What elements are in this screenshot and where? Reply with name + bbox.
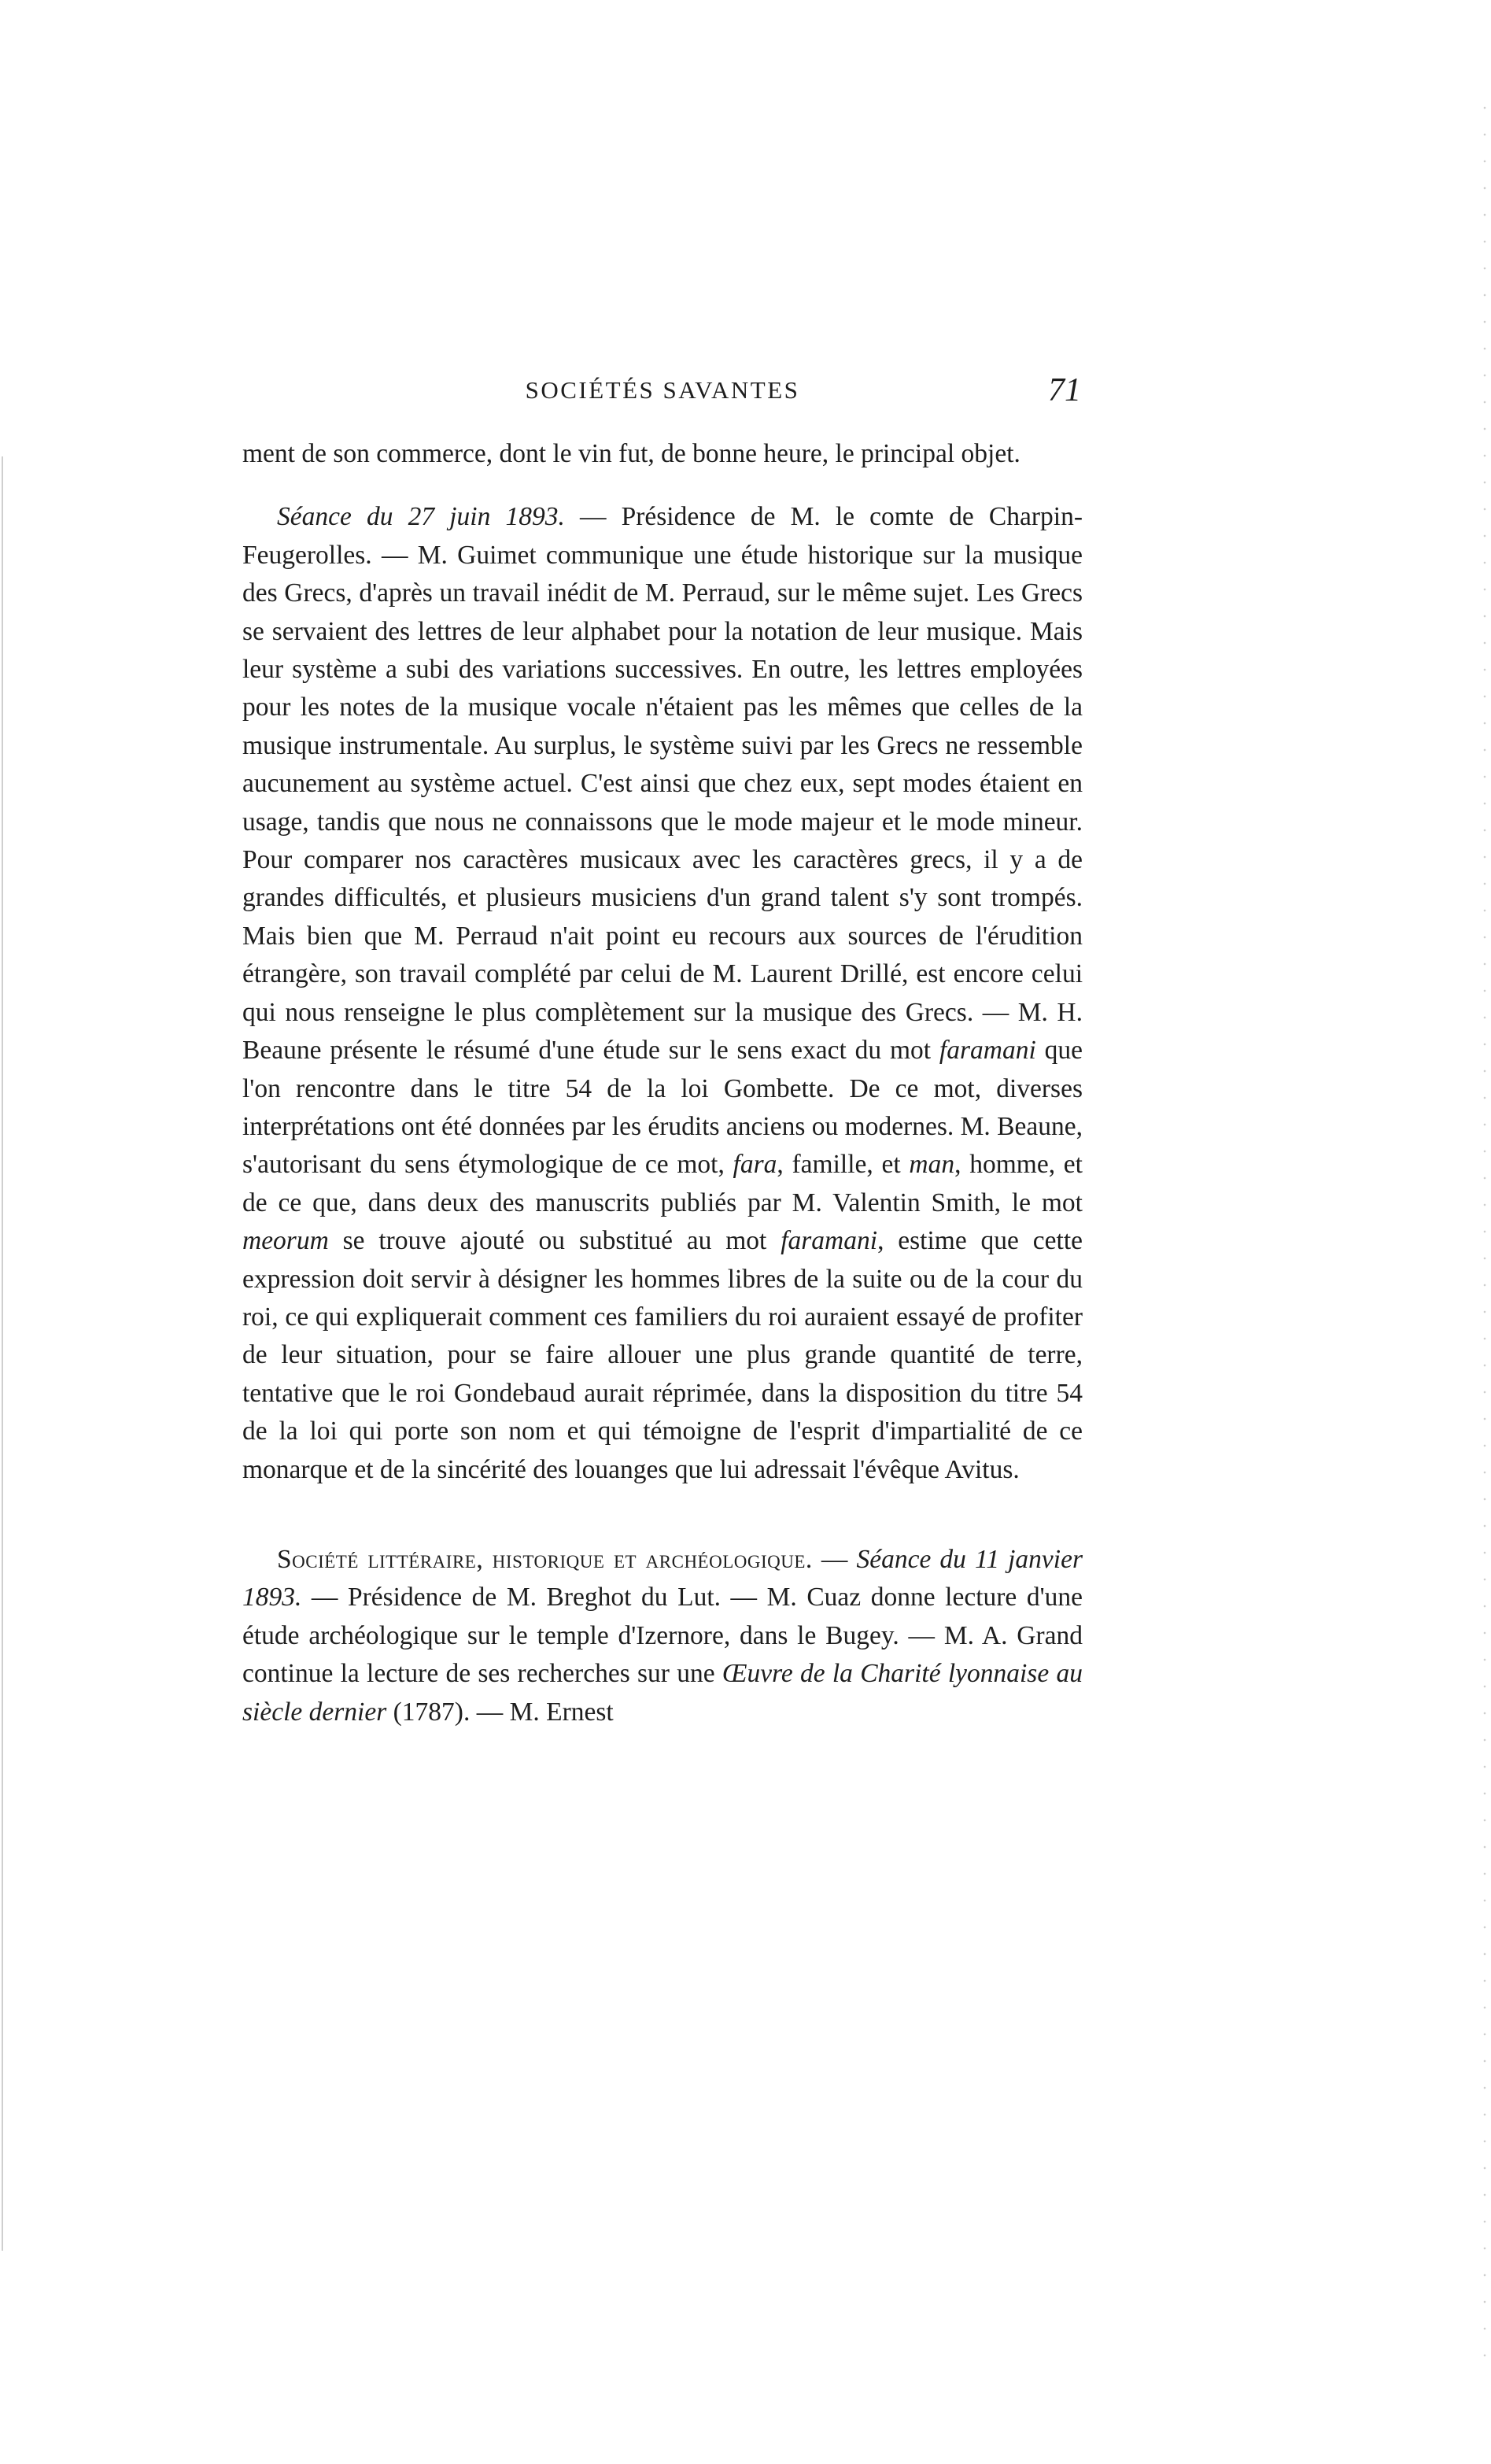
italic-term: man — [909, 1150, 955, 1180]
scan-edge-dots — [1483, 94, 1486, 2377]
paragraph-seance-27-juin — [242, 498, 1083, 1489]
paragraph-text: — Présidence de M. le comte de Charpin-Feugerolles. — M. Guimet communique une étude historique sur la musique des Grecs, d'après un travail inédit de M. Perraud, sur le même sujet. Les Grecs se servaient des lettres de leur alphabet pour la notation de leur musique. Mais leur système a subi des variations successives. En outre, les lettres employées pour les notes de la musique vocale n'étaient pas les mêmes que celles de la musique instrumentale. Au surplus, le système suivi par les Grecs ne ressemble aucunement au système actuel. C'est ainsi que chez eux, sept modes étaient en usage, tandis que nous ne connaissons que le mode majeur et le mode mineur. Pour comparer nos caractères musicaux avec les caractères grecs, il y a de grandes difficultés, et plusieurs musiciens d'un grand talent s'y sont trompés. Mais bien que M. Perraud n'ait point eu recours aux sources de l'érudition étrangère, son travail complété par celui de M. Laurent Drillé, est encore celui qui nous renseigne le plus complètement sur la musique des Grecs. — M. H. Beaune présente le résumé d'une étude sur le sens exact du mot — [242, 502, 1083, 1066]
page-number: 71 — [1048, 372, 1081, 408]
italic-term: meorum — [242, 1226, 329, 1256]
paragraph-continuation — [242, 435, 1083, 473]
work-title: Œuvre de la Charité lyonnaise au siècle dernier — [242, 1659, 1083, 1727]
society-name: Société littéraire, historique et archéologique. — [277, 1544, 813, 1574]
paragraph-text: se trouve ajouté ou substitué au mot — [328, 1226, 781, 1256]
scan-edge-line — [2, 456, 3, 2251]
paragraph-text: que l'on rencontre dans le titre 54 de la loi Gombette. De ce mot, diverses interprétations ont été données par les érudits anciens ou modernes. M. Beaune, s'autorisant du sens étymologique de ce mot, — [242, 1036, 1083, 1180]
paragraph-text: — Présidence de M. Breghot du Lut. — M. Cuaz donne lecture d'une étude archéologique sur le temple d'Izernore, dans le Bugey. — M. A. Grand continue la lecture de ses recherches sur une — [242, 1583, 1083, 1689]
italic-term: faramani — [939, 1036, 1036, 1066]
paragraph-text: (1787). — M. Ernest — [386, 1697, 614, 1727]
paragraph-text: , homme, et de ce que, dans deux des manuscrits publiés par M. Valentin Smith, le mot — [242, 1150, 1083, 1217]
paragraph-societe-litteraire — [242, 1541, 1083, 1731]
italic-term: fara — [733, 1150, 777, 1180]
running-head — [242, 372, 1083, 416]
dash: — — [812, 1544, 857, 1574]
seance-date: Séance du 11 janvier 1893. — [242, 1544, 1083, 1612]
paragraph-text: , famille, et — [777, 1150, 910, 1180]
paragraph-text: , estime que cette expression doit servir à désigner les hommes libres de la suite ou de la cour du roi, ce qui expliquerait comment ces familiers du roi auraient essayé de profiter de leur situation, pour se faire allouer une plus grande quantité de terre, tentative que le roi Gondebaud aurait réprimée, dans la disposition du titre 54 de la loi qui porte son nom et qui témoigne de l'esprit d'impartialité de ce monarque et de la sincérité des louanges que lui adressait l'évêque Avitus. — [242, 1226, 1083, 1484]
seance-date: Séance du 27 juin 1893. — [277, 502, 565, 532]
italic-term: faramani — [781, 1226, 878, 1256]
body-text — [242, 435, 1083, 1731]
paragraph-text: ment de son commerce, dont le vin fut, de bonne heure, le principal objet. — [242, 439, 1020, 468]
running-title: SOCIÉTÉS SAVANTES — [525, 376, 800, 404]
